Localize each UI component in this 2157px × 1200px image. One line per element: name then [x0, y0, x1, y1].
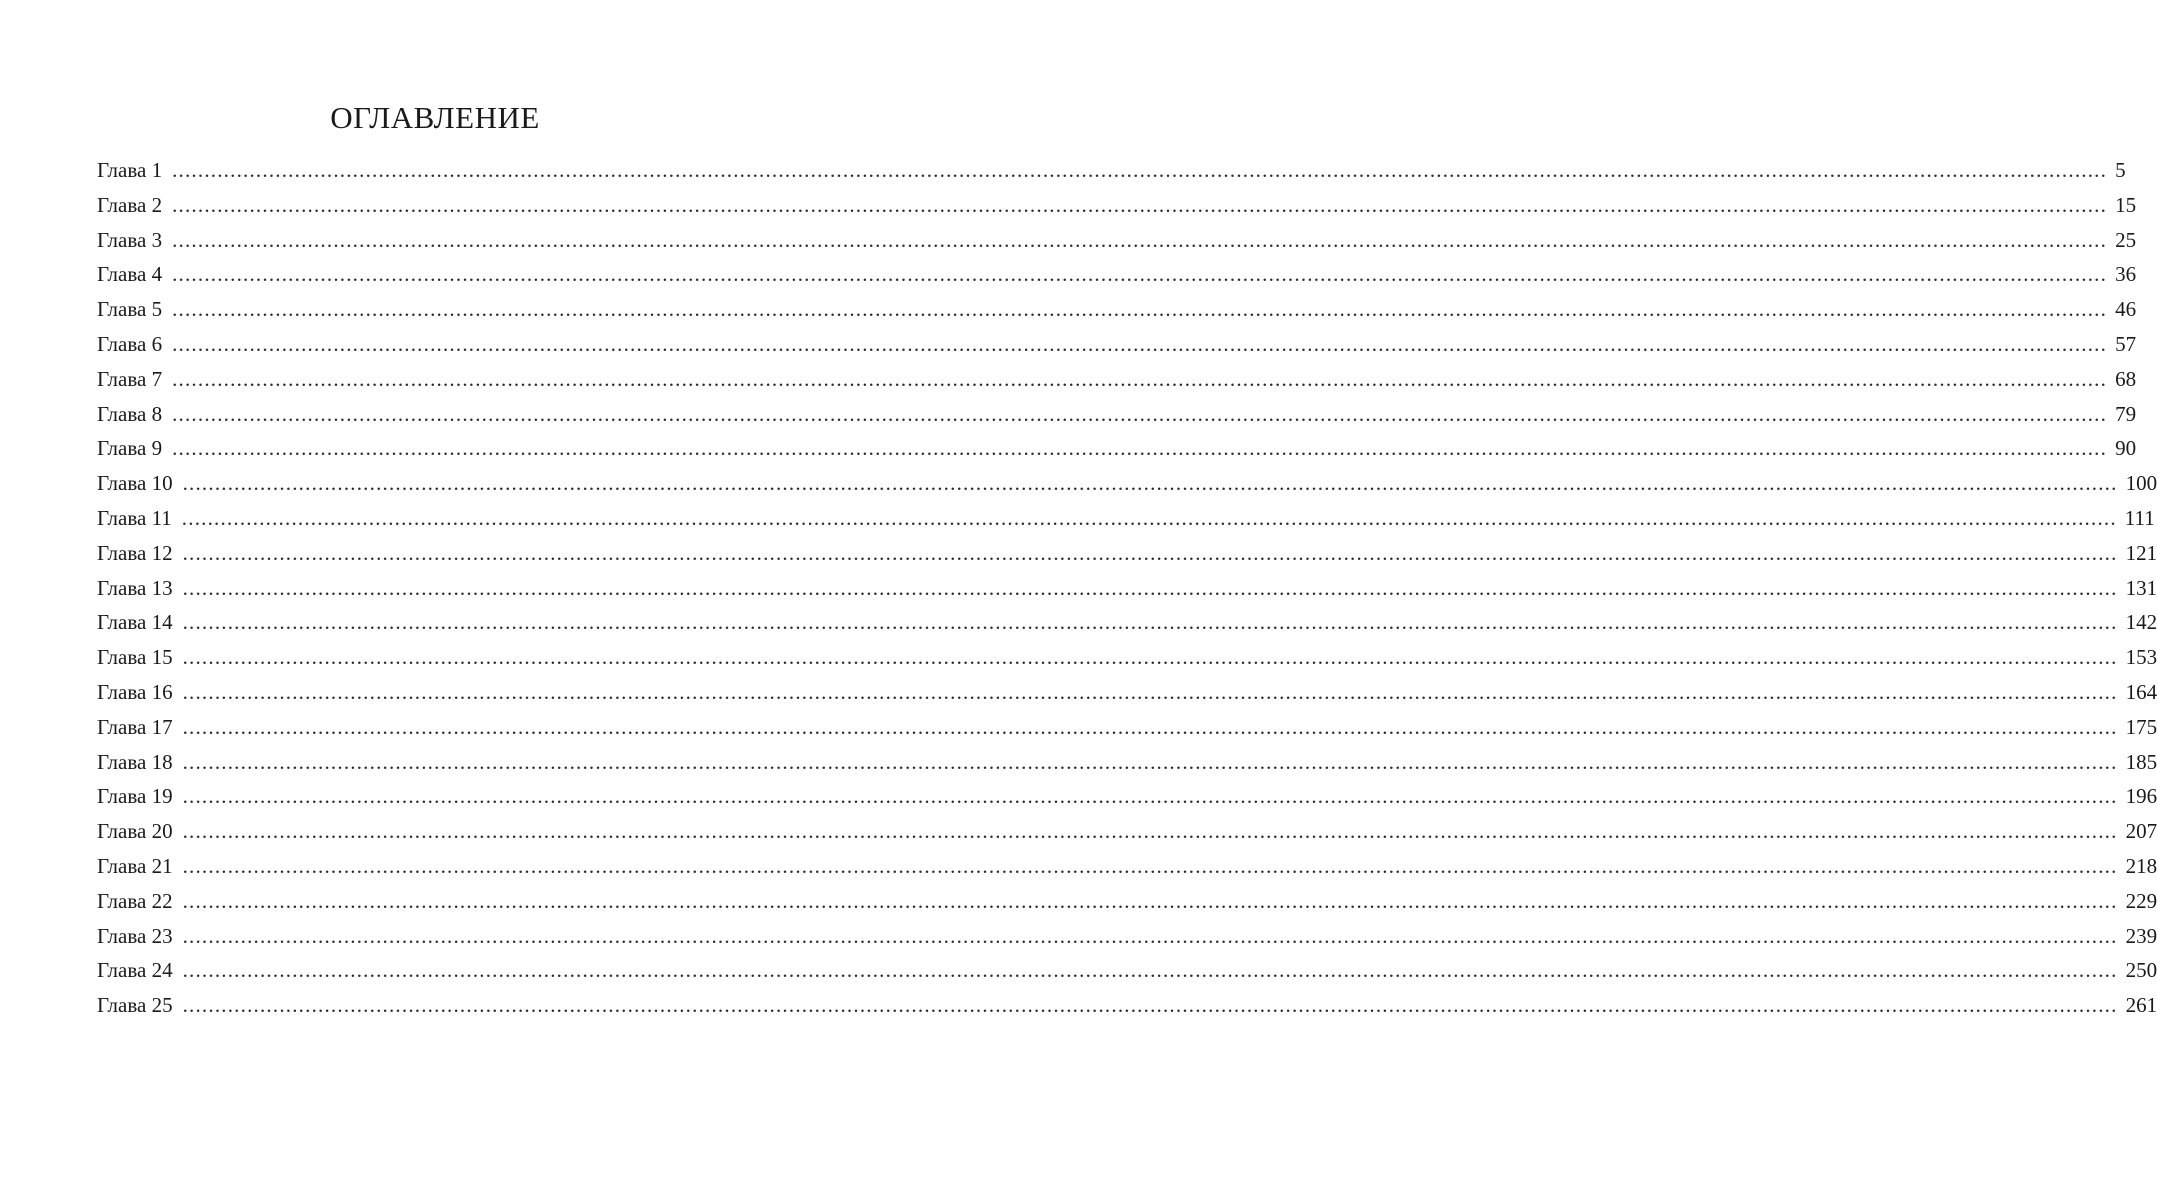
toc-entry — [97, 153, 2126, 188]
toc-entry-page: 131 — [2125, 575, 2157, 600]
toc-entry — [97, 605, 2157, 640]
toc-entry-label: Глава 17 — [97, 714, 173, 739]
toc-entry-label: Глава 7 — [97, 366, 163, 391]
toc-entry — [97, 849, 2157, 884]
toc-dot-leader: ............................................................................................................................................................................................................................................................................................................ — [182, 575, 2118, 600]
toc-entry-page: 185 — [2125, 749, 2157, 774]
toc-dot-leader: ............................................................................................................................................................................................................................................................................................................ — [182, 819, 2118, 844]
toc-entry — [97, 292, 2137, 327]
toc-entry-page: 121 — [2125, 540, 2157, 565]
toc-dot-leader: ............................................................................................................................................................................................................................................................................................................ — [172, 401, 2108, 426]
toc-entry — [97, 745, 2157, 780]
toc-entry-page: 25 — [2115, 227, 2137, 252]
toc-dot-leader: ............................................................................................................................................................................................................................................................................................................ — [172, 227, 2108, 252]
toc-entry-label: Глава 12 — [97, 540, 173, 565]
toc-dot-leader: ............................................................................................................................................................................................................................................................................................................ — [182, 471, 2118, 496]
toc-entry — [97, 779, 2157, 814]
toc-entry-page: 261 — [2125, 993, 2157, 1018]
toc-entry-page: 229 — [2125, 888, 2157, 913]
toc-entry-page: 196 — [2125, 784, 2157, 809]
toc-dot-leader: ............................................................................................................................................................................................................................................................................................................ — [182, 749, 2118, 774]
toc-entry-page: 100 — [2125, 471, 2157, 496]
toc-entry-label: Глава 13 — [97, 575, 173, 600]
toc-entry-page: 68 — [2115, 366, 2137, 391]
toc-entry-page: 218 — [2125, 853, 2157, 878]
toc-entry — [97, 466, 2157, 501]
toc-entry-label: Глава 21 — [97, 853, 173, 878]
toc-entry-page: 142 — [2125, 610, 2157, 635]
toc-dot-leader: ............................................................................................................................................................................................................................................................................................................ — [172, 192, 2108, 217]
toc-dot-leader: ............................................................................................................................................................................................................................................................................................................ — [182, 993, 2118, 1018]
toc-entry — [97, 675, 2157, 710]
toc-entry — [97, 223, 2137, 258]
toc-dot-leader: ............................................................................................................................................................................................................................................................................................................ — [182, 610, 2118, 635]
toc-entry — [97, 710, 2157, 745]
toc-dot-leader: ............................................................................................................................................................................................................................................................................................................ — [182, 923, 2118, 948]
toc-entry — [97, 953, 2157, 988]
toc-dot-leader: ............................................................................................................................................................................................................................................................................................................ — [172, 331, 2108, 356]
toc-dot-leader: ............................................................................................................................................................................................................................................................................................................ — [182, 958, 2118, 983]
toc-entry-label: Глава 18 — [97, 749, 173, 774]
toc-dot-leader: ............................................................................................................................................................................................................................................................................................................ — [182, 784, 2118, 809]
toc-entry-page: 175 — [2125, 714, 2157, 739]
toc-entry-label: Глава 20 — [97, 819, 173, 844]
toc-entry-label: Глава 16 — [97, 679, 173, 704]
toc-entry-label: Глава 24 — [97, 958, 173, 983]
toc-dot-leader: ............................................................................................................................................................................................................................................................................................................ — [172, 158, 2108, 182]
toc-entry-page: 79 — [2115, 401, 2137, 426]
toc-entry-label: Глава 4 — [97, 262, 163, 287]
toc-entry-label: Глава 19 — [97, 784, 173, 809]
toc-dot-leader: ............................................................................................................................................................................................................................................................................................................ — [172, 366, 2108, 391]
toc-entry-page: 46 — [2115, 297, 2137, 322]
toc-entry-page: 207 — [2125, 819, 2157, 844]
toc-dot-leader: ............................................................................................................................................................................................................................................................................................................ — [182, 679, 2118, 704]
toc-entry-page: 239 — [2125, 923, 2157, 948]
toc-dot-leader: ............................................................................................................................................................................................................................................................................................................ — [182, 853, 2118, 878]
toc-entry-label: Глава 11 — [97, 505, 172, 530]
toc-entry-page: 57 — [2115, 331, 2137, 356]
toc-entry-page: 250 — [2125, 958, 2157, 983]
toc-entry-label: Глава 8 — [97, 401, 163, 426]
toc-entry — [97, 988, 2157, 1023]
toc-entry-label: Глава 25 — [97, 993, 173, 1018]
toc-entry — [97, 397, 2137, 432]
toc-entry-page: 5 — [2115, 158, 2126, 182]
toc-entry — [97, 257, 2137, 292]
toc-entry-page: 15 — [2115, 192, 2137, 217]
toc-entry-page: 164 — [2125, 679, 2157, 704]
toc-entry-label: Глава 1 — [97, 158, 163, 182]
toc-entry — [97, 362, 2137, 397]
toc-entry — [97, 884, 2157, 919]
toc-entry-label: Глава 14 — [97, 610, 173, 635]
toc-entry — [97, 431, 2137, 466]
toc-dot-leader: ............................................................................................................................................................................................................................................................................................................ — [172, 262, 2108, 287]
toc-entry — [97, 814, 2157, 849]
toc-entry-page: 153 — [2125, 645, 2157, 670]
toc-dot-leader: ............................................................................................................................................................................................................................................................................................................ — [182, 540, 2118, 565]
toc-entry-label: Глава 10 — [97, 471, 173, 496]
toc-entry — [97, 327, 2137, 362]
toc-dot-leader: ............................................................................................................................................................................................................................................................................................................ — [182, 888, 2118, 913]
toc-dot-leader: ............................................................................................................................................................................................................................................................................................................ — [172, 297, 2108, 322]
toc-entry-label: Глава 5 — [97, 297, 163, 322]
toc-entry-label: Глава 15 — [97, 645, 173, 670]
toc-entry — [97, 919, 2157, 954]
toc-entry-page: 90 — [2115, 436, 2137, 461]
toc-entry — [97, 571, 2157, 606]
toc-dot-leader: ............................................................................................................................................................................................................................................................................................................ — [181, 505, 2117, 530]
toc-entry-page: 111 — [2124, 505, 2155, 530]
toc-entry-label: Глава 3 — [97, 227, 163, 252]
toc-entry-label: Глава 22 — [97, 888, 173, 913]
toc-entry-label: Глава 23 — [97, 923, 173, 948]
toc-entry — [97, 536, 2157, 571]
toc-entry-label: Глава 6 — [97, 331, 163, 356]
toc-dot-leader: ............................................................................................................................................................................................................................................................................................................ — [182, 714, 2118, 739]
toc-entry-label: Глава 2 — [97, 192, 163, 217]
toc-entry-label: Глава 9 — [97, 436, 163, 461]
page-title: ОГЛАВЛЕНИЕ — [330, 100, 540, 135]
toc-entry — [97, 501, 2155, 536]
toc-dot-leader: ............................................................................................................................................................................................................................................................................................................ — [172, 436, 2108, 461]
toc-entry-page: 36 — [2115, 262, 2137, 287]
toc-entry — [97, 640, 2157, 675]
table-of-contents — [97, 153, 2157, 1023]
toc-dot-leader: ............................................................................................................................................................................................................................................................................................................ — [182, 645, 2118, 670]
toc-entry — [97, 188, 2137, 223]
